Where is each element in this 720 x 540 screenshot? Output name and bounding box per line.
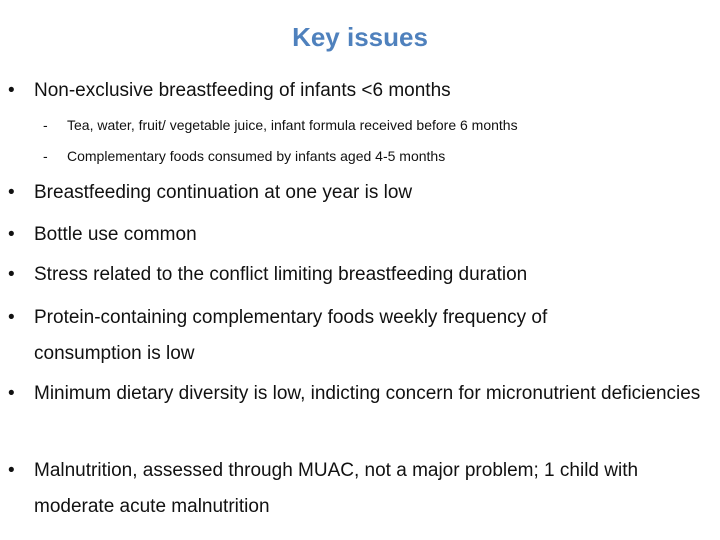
sub-item [43,115,703,135]
bullet-item [8,73,720,109]
bullet-item [8,175,720,211]
sub-item-text: Complementary foods consumed by infants aged 4-5 months [67,148,446,164]
bullet-marker: • [8,307,15,328]
bullet-text: Malnutrition, assessed through MUAC, not a major problem; 1 child with moderate acute malnutrition [34,460,639,517]
bullet-marker: • [8,224,15,245]
bullet-marker: • [8,264,15,285]
bullet-marker: • [8,182,15,203]
bullet-text: Stress related to the conflict limiting breastfeeding duration [34,264,528,285]
bullet-item [8,217,720,253]
sub-item-text: Tea, water, fruit/ vegetable juice, infant formula received before 6 months [67,117,518,133]
dash-marker: - [43,117,48,133]
bullet-item [8,257,720,293]
bullet-marker: • [8,383,15,404]
bullet-item [8,376,708,412]
slide-title: Key issues [292,22,428,52]
bullet-item [8,300,648,372]
bullet-item [8,453,720,525]
bullet-text: Protein-containing complementary foods weekly frequency of consumption is low [34,307,548,364]
bullet-text: Minimum dietary diversity is low, indicting concern for micronutrient deficiencies [34,383,701,404]
bullet-marker: • [8,80,15,101]
bullet-text: Breastfeeding continuation at one year is low [34,182,413,203]
dash-marker: - [43,148,48,164]
bullet-text: Bottle use common [34,224,197,245]
bullet-marker: • [8,460,15,481]
bullet-text: Non-exclusive breastfeeding of infants <6 months [34,80,451,101]
sub-item [43,146,703,166]
